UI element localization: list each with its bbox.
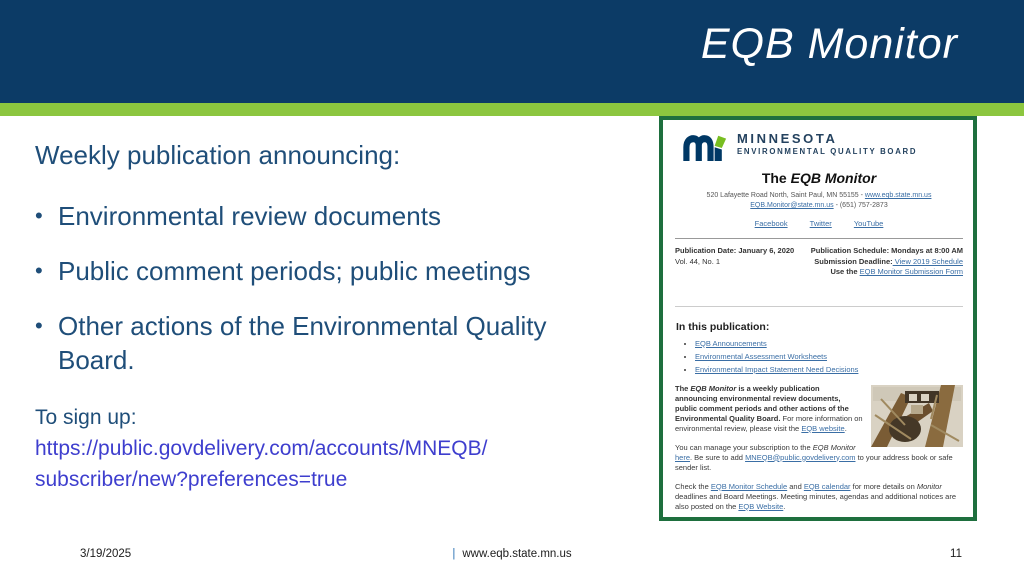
deadline-line: [811, 257, 963, 268]
submission-form-line: [811, 267, 963, 278]
toc-heading: In this publication:: [676, 320, 770, 333]
bullet-text: Other actions of the Environmental Quality Board.: [58, 311, 547, 375]
schedule-line: [811, 246, 963, 257]
divider: [675, 238, 963, 239]
slide-footer: [0, 548, 1024, 564]
bullet-text: Environmental review documents: [58, 201, 441, 231]
title-bar: [0, 0, 1024, 103]
bullet-text: Public comment periods; public meetings: [58, 256, 531, 286]
toc-link-announcements[interactable]: EQB Announcements: [695, 338, 767, 348]
deadline-label: Submission Deadline:: [814, 256, 893, 266]
publication-date-block: [675, 246, 794, 278]
eqb-website-link[interactable]: EQB website: [801, 423, 845, 433]
toc-link-decisions[interactable]: Environmental Impact Statement Need Decisions: [695, 364, 859, 374]
check-text: Check the: [675, 481, 711, 491]
mn-logo-icon: [683, 131, 729, 165]
bullet-item: [35, 199, 557, 233]
pub-date-label: Publication Date:: [675, 246, 737, 255]
footer-website: www.eqb.state.mn.us: [462, 548, 572, 560]
masthead-title: EQB Monitor: [790, 170, 877, 186]
subscription-paragraph: [675, 443, 963, 473]
tree-photo: [871, 385, 963, 447]
signup-link-line1[interactable]: https://public.govdelivery.com/accounts/MNEQB/: [35, 437, 488, 460]
about-bold: is a weekly publication announcing environmental review documents, public comment periods and other actions of the Environmental Quality Board.: [675, 383, 849, 423]
bullet-item: [35, 254, 557, 288]
subscribe-title: EQB Monitor: [812, 442, 856, 452]
about-text: .: [844, 423, 847, 433]
monitor-schedule-link[interactable]: EQB Monitor Schedule: [710, 481, 788, 491]
newsletter-brand: [683, 131, 963, 165]
footer-page-number: 11: [950, 548, 962, 560]
submission-form-link[interactable]: EQB Monitor Submission Form: [859, 267, 963, 276]
signup-link[interactable]: [35, 433, 620, 495]
address-line2: [675, 201, 963, 211]
volume-number: Vol. 44, No. 1: [675, 256, 721, 266]
check-text: for more details on: [850, 481, 917, 491]
subscribe-text: You can manage your subscription to the: [675, 442, 813, 452]
signup-label: To sign up:: [35, 406, 137, 429]
bullet-glyph: •: [35, 258, 43, 283]
website-link[interactable]: www.eqb.state.mn.us: [864, 192, 932, 199]
newsletter-screenshot: [659, 116, 977, 521]
bullet-glyph: •: [35, 203, 43, 228]
manage-subscription-link[interactable]: here: [675, 452, 691, 462]
facebook-link[interactable]: Facebook: [754, 219, 788, 228]
twitter-link[interactable]: Twitter: [809, 219, 832, 228]
intro-text: Weekly publication announcing:: [35, 140, 401, 170]
toc-item: [695, 365, 963, 375]
brand-board-name: ENVIRONMENTAL QUALITY BOARD: [737, 147, 918, 156]
newsletter-masthead: [675, 170, 963, 186]
signup-block: [35, 402, 620, 495]
about-text: For more information on environmental review, please visit the: [675, 413, 863, 433]
address-text: 520 Lafayette Road North, Saint Paul, MN 55155 -: [706, 192, 865, 199]
check-text: and: [787, 481, 804, 491]
slide-body: [35, 138, 620, 495]
masthead-prefix: The: [761, 170, 791, 186]
publication-meta: [675, 246, 963, 278]
youtube-link[interactable]: YouTube: [853, 219, 884, 228]
bullet-glyph: •: [35, 313, 43, 338]
about-title: EQB Monitor: [690, 383, 737, 393]
toc-item: [695, 352, 963, 362]
divider: [675, 306, 963, 307]
slide-title: EQB Monitor: [700, 20, 958, 68]
form-prefix: Use the: [830, 267, 860, 276]
footer-separator: |: [452, 548, 456, 560]
brand-state-name: MINNESOTA: [737, 131, 838, 146]
eqb-website-footer-link[interactable]: EQB Website: [738, 501, 784, 511]
brand-text: [737, 131, 917, 157]
check-text: .: [783, 501, 786, 511]
eqb-calendar-link[interactable]: EQB calendar: [803, 481, 851, 491]
subscribe-text: to your address book or safe sender list.: [675, 452, 953, 472]
subscribe-text: . Be sure to add: [690, 452, 746, 462]
email-link[interactable]: EQB.Monitor@state.mn.us: [750, 202, 834, 209]
check-text: deadlines and Board Meetings. Meeting minutes, agendas and additional notices are also posted on the: [675, 491, 957, 511]
social-links: [675, 219, 963, 229]
newsletter-contact: [675, 191, 963, 211]
schedule-value: Mondays at 8:00 AM: [889, 246, 963, 255]
schedule-block: [811, 246, 963, 278]
govdelivery-email-link[interactable]: MNEQB@public.govdelivery.com: [745, 452, 856, 462]
check-title: Monitor: [916, 481, 942, 491]
footer-date: 3/19/2025: [80, 548, 132, 560]
footer-center: [0, 548, 1024, 560]
toc-item: [695, 339, 963, 349]
schedule-paragraph: [675, 482, 963, 512]
pub-date-value: January 6, 2020: [736, 246, 795, 255]
accent-stripe: [0, 103, 1024, 116]
phone-text: - (651) 757-2873: [833, 202, 888, 209]
newsletter-body: [675, 384, 963, 512]
publication-date: [675, 246, 794, 257]
signup-link-line2[interactable]: subscriber/new?preferences=true: [35, 468, 348, 491]
toc-link-worksheets[interactable]: Environmental Assessment Worksheets: [695, 351, 828, 361]
toc-list: [685, 339, 963, 375]
address-line1: [675, 191, 963, 201]
schedule-label: Publication Schedule:: [810, 246, 890, 255]
bullet-item: [35, 309, 557, 377]
deadline-schedule-link[interactable]: View 2019 Schedule: [892, 256, 963, 266]
about-bold: The: [675, 383, 691, 393]
